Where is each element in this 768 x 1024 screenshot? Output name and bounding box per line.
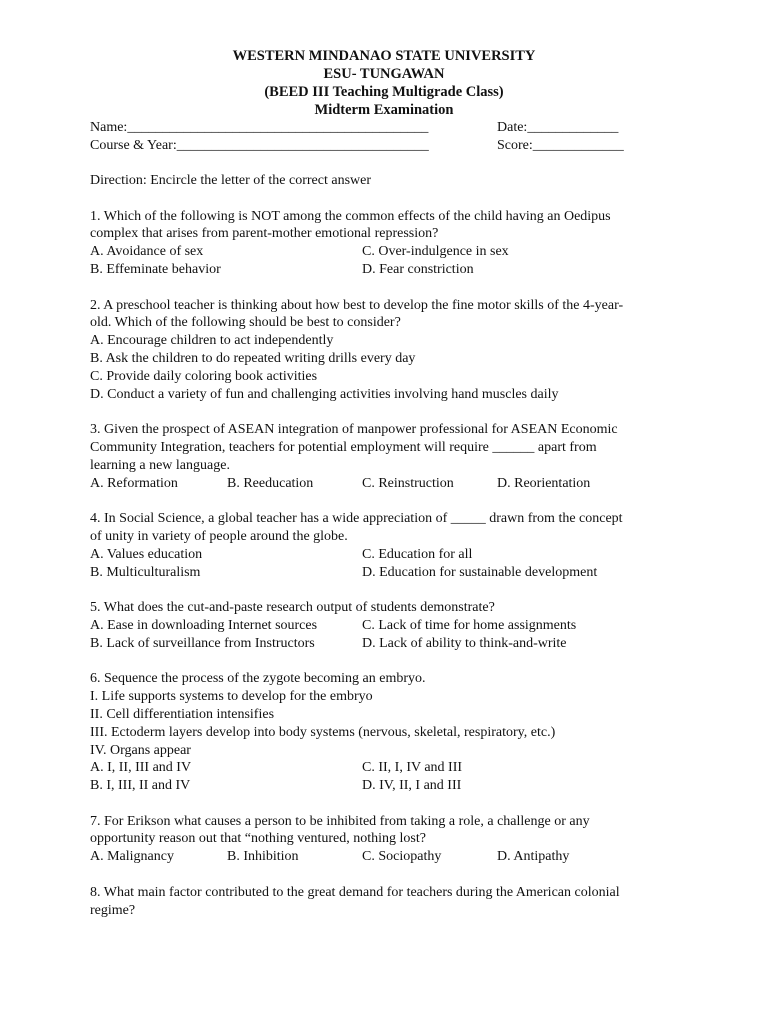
sequence-item: II. Cell differentiation intensifies xyxy=(90,706,275,722)
option-b[interactable]: B. Effeminate behavior xyxy=(90,261,221,277)
question-text: 1. Which of the following is NOT among the common effects of the child having an Oedipus xyxy=(90,208,611,224)
option-d[interactable]: D. Conduct a variety of fun and challenging activities involving hand muscles daily xyxy=(90,386,559,402)
question-6 xyxy=(90,670,680,795)
question-text: 2. A preschool teacher is thinking about how best to develop the fine motor skills of the 4-year- xyxy=(90,297,624,313)
question-2 xyxy=(90,297,680,404)
option-d[interactable]: D. IV, II, I and III xyxy=(362,778,462,794)
option-a[interactable]: A. Malignancy xyxy=(90,849,174,865)
question-1 xyxy=(90,208,680,279)
question-text: 8. What main factor contributed to the great demand for teachers during the American colonial xyxy=(90,884,620,900)
direction: Direction: Encircle the letter of the correct answer xyxy=(90,173,372,188)
option-c[interactable]: C. Over-indulgence in sex xyxy=(362,244,509,260)
exam-header xyxy=(0,47,768,119)
date-field[interactable]: Date:_____________ xyxy=(497,120,619,135)
option-b[interactable]: B. Ask the children to do repeated writing drills every day xyxy=(90,350,416,366)
course-year-field[interactable]: Course & Year:____________________________________ xyxy=(90,138,429,153)
student-info xyxy=(90,119,690,155)
option-a[interactable]: A. Ease in downloading Internet sources xyxy=(90,617,318,633)
score-field[interactable]: Score:_____________ xyxy=(497,138,624,153)
campus-name: ESU- TUNGAWAN xyxy=(323,66,445,82)
question-5 xyxy=(90,599,680,652)
name-field[interactable]: Name:___________________________________________ xyxy=(90,120,429,135)
option-a[interactable]: A. Values education xyxy=(90,546,203,562)
sequence-item: I. Life supports systems to develop for the embryo xyxy=(90,689,373,705)
option-c[interactable]: C. II, I, IV and III xyxy=(362,760,463,776)
exam-body xyxy=(90,172,680,919)
question-text: of unity in variety of people around the globe. xyxy=(90,528,348,544)
sequence-item: IV. Organs appear xyxy=(90,742,191,758)
option-b[interactable]: B. Reeducation xyxy=(227,475,314,491)
question-text: 3. Given the prospect of ASEAN integration of manpower professional for ASEAN Economic xyxy=(90,422,618,438)
option-c[interactable]: C. Sociopathy xyxy=(362,849,442,865)
question-text: 4. In Social Science, a global teacher has a wide appreciation of _____ drawn from the concept xyxy=(90,511,623,527)
option-c[interactable]: C. Reinstruction xyxy=(362,475,454,491)
sequence-item: III. Ectoderm layers develop into body systems (nervous, skeletal, respiratory, etc.) xyxy=(90,724,556,740)
question-text: 7. For Erikson what causes a person to be inhibited from taking a role, a challenge or any xyxy=(90,813,590,829)
option-d[interactable]: D. Antipathy xyxy=(497,849,570,865)
university-name: WESTERN MINDANAO STATE UNIVERSITY xyxy=(232,48,536,64)
option-a[interactable]: A. Reformation xyxy=(90,475,178,491)
option-c[interactable]: C. Lack of time for home assignments xyxy=(362,617,577,633)
course-title: (BEED III Teaching Multigrade Class) xyxy=(264,84,504,100)
question-text: learning a new language. xyxy=(90,457,230,473)
option-a[interactable]: A. I, II, III and IV xyxy=(90,760,192,776)
option-d[interactable]: D. Reorientation xyxy=(497,475,591,491)
question-text: 6. Sequence the process of the zygote becoming an embryo. xyxy=(90,671,426,687)
question-8 xyxy=(90,884,680,920)
option-d[interactable]: D. Fear constriction xyxy=(362,261,474,277)
question-text: complex that arises from parent-mother emotional repression? xyxy=(90,226,439,242)
option-c[interactable]: C. Education for all xyxy=(362,546,473,562)
question-3 xyxy=(90,421,680,492)
question-text: old. Which of the following should be best to consider? xyxy=(90,315,401,331)
option-a[interactable]: A. Encourage children to act independently xyxy=(90,333,334,349)
option-b[interactable]: B. Inhibition xyxy=(227,849,299,865)
question-text: Community Integration, teachers for potential employment will require ______ apart from xyxy=(90,439,597,455)
question-text: opportunity reason out that “nothing ventured, nothing lost? xyxy=(90,831,426,847)
option-a[interactable]: A. Avoidance of sex xyxy=(90,244,204,260)
exam-title: Midterm Examination xyxy=(314,102,454,118)
option-d[interactable]: D. Education for sustainable development xyxy=(362,564,598,580)
option-b[interactable]: B. Multiculturalism xyxy=(90,564,201,580)
question-text: regime? xyxy=(90,902,136,918)
option-b[interactable]: B. I, III, II and IV xyxy=(90,778,191,794)
option-b[interactable]: B. Lack of surveillance from Instructors xyxy=(90,635,315,651)
question-text: 5. What does the cut-and-paste research output of students demonstrate? xyxy=(90,600,495,616)
question-4 xyxy=(90,510,680,581)
option-d[interactable]: D. Lack of ability to think-and-write xyxy=(362,635,567,651)
question-7 xyxy=(90,813,680,866)
option-c[interactable]: C. Provide daily coloring book activities xyxy=(90,368,318,384)
